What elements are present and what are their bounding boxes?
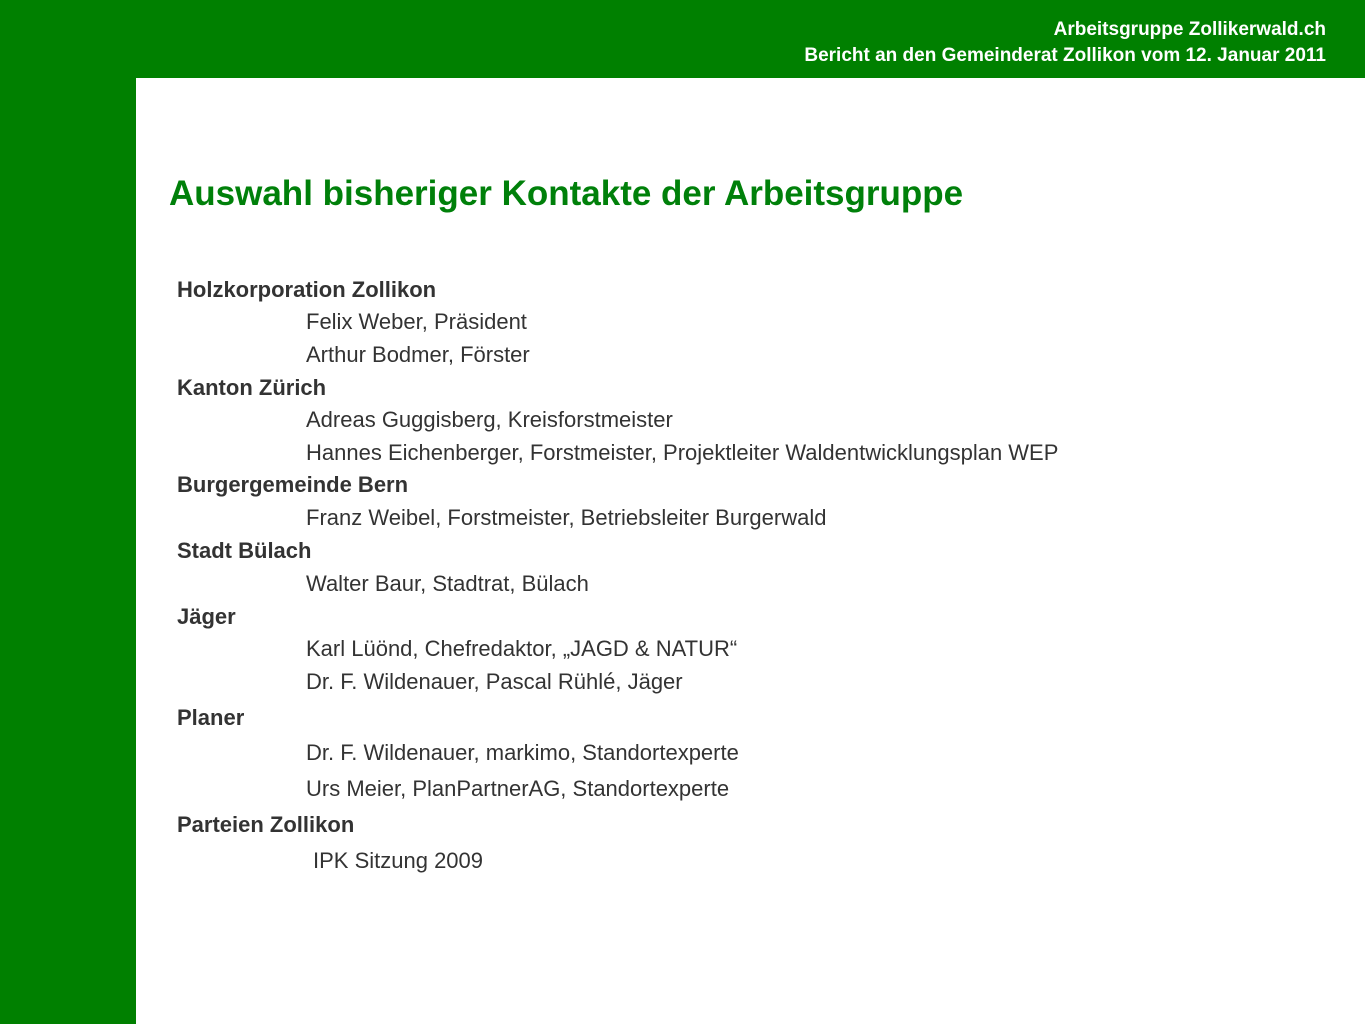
contact-person: Felix Weber, Präsident [306, 309, 527, 334]
org-jaeger: Jäger [177, 604, 236, 629]
header-line-2: Bericht an den Gemeinderat Zollikon vom 12. Januar 2011 [804, 45, 1326, 66]
header-bar [0, 0, 1365, 78]
contact-person: Karl Lüönd, Chefredaktor, „JAGD & NATUR“ [306, 636, 738, 661]
org-planer: Planer [177, 705, 245, 730]
contact-person: Franz Weibel, Forstmeister, Betriebsleiter Burgerwald [306, 505, 827, 530]
header-line-1: Arbeitsgruppe Zollikerwald.ch [1053, 19, 1326, 40]
org-burgergemeinde-bern: Burgergemeinde Bern [177, 472, 409, 497]
contact-person: Arthur Bodmer, Förster [306, 342, 530, 367]
org-stadt-buelach: Stadt Bülach [177, 538, 312, 563]
contact-person: Dr. F. Wildenauer, Pascal Rühlé, Jäger [306, 669, 683, 694]
org-holzkorporation: Holzkorporation Zollikon [177, 277, 437, 302]
contact-person: IPK Sitzung 2009 [313, 848, 484, 873]
contact-person: Adreas Guggisberg, Kreisforstmeister [306, 407, 673, 432]
org-kanton-zuerich: Kanton Zürich [177, 375, 327, 400]
contact-person: Dr. F. Wildenauer, markimo, Standortexperte [306, 740, 739, 765]
left-green-bar [0, 0, 136, 1024]
contact-person: Walter Baur, Stadtrat, Bülach [306, 571, 589, 596]
contact-person: Urs Meier, PlanPartnerAG, Standortexperte [306, 776, 730, 801]
header-text [804, 17, 1326, 69]
page-title: Auswahl bisheriger Kontakte der Arbeitsgruppe [169, 174, 964, 213]
contact-person: Hannes Eichenberger, Forstmeister, Projektleiter Waldentwicklungsplan WEP [306, 440, 1059, 465]
org-parteien-zollikon: Parteien Zollikon [177, 812, 355, 837]
